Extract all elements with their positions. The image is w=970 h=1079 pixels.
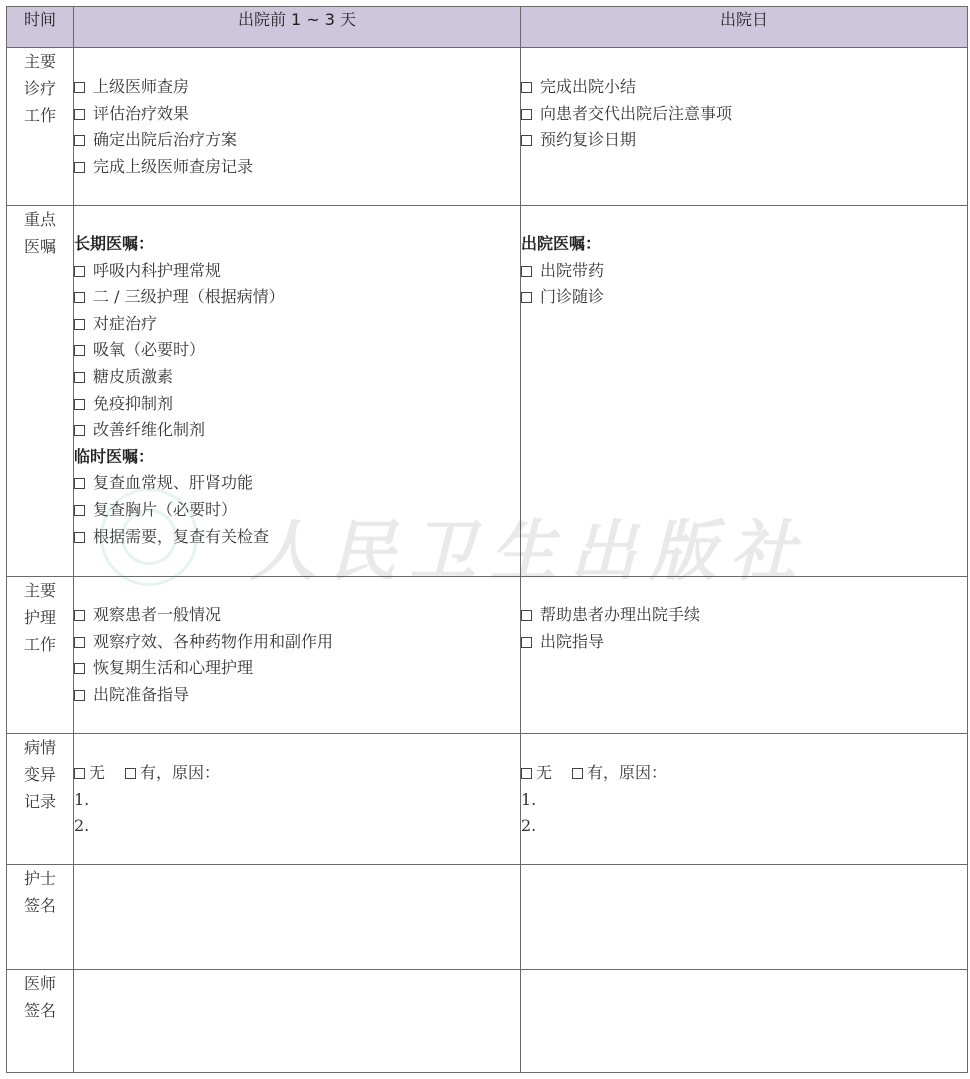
- temporary-orders-heading: 临时医嘱：: [74, 446, 155, 466]
- checklist-item[interactable]: [74, 127, 520, 154]
- label-line: 工作: [23, 106, 56, 125]
- label-line: 工作: [23, 635, 56, 654]
- doctor-sign-pre-field[interactable]: [74, 970, 521, 1073]
- label-line: 医嘱: [23, 237, 56, 256]
- label-line: 重点: [23, 210, 56, 229]
- row-label-nurse-sign: [7, 865, 74, 970]
- checklist-item-label: 免疫抑制剂: [93, 393, 174, 413]
- label-line: 记录: [23, 792, 56, 811]
- checkbox-icon[interactable]: [521, 292, 532, 303]
- checklist-item[interactable]: [74, 364, 520, 391]
- checklist-item[interactable]: [74, 74, 520, 101]
- variation-line[interactable]: 2.: [521, 816, 537, 836]
- checklist-item-label: 复查血常规、肝肾功能: [93, 473, 254, 493]
- checklist-item-label: 对症治疗: [93, 313, 158, 333]
- checkbox-icon[interactable]: [74, 162, 85, 173]
- variation-day-cell: [521, 734, 968, 865]
- row-variation-record: [7, 734, 968, 865]
- checkbox-icon[interactable]: [521, 135, 532, 146]
- checkbox-icon[interactable]: [74, 637, 85, 648]
- label-line: 签名: [23, 896, 56, 915]
- checklist-item-label: 门诊随诊: [540, 287, 605, 307]
- checklist-item[interactable]: [521, 602, 967, 629]
- checkbox-icon[interactable]: [521, 768, 532, 779]
- checklist-item-label: 确定出院后治疗方案: [93, 130, 238, 150]
- checklist-item[interactable]: [74, 470, 520, 497]
- row-doctor-signature: [7, 970, 968, 1073]
- header-pre-discharge: 出院前 1 ~ 3 天: [74, 7, 521, 48]
- checklist-item-label: 完成出院小结: [540, 77, 637, 96]
- checklist-item-label: 预约复诊日期: [540, 130, 637, 150]
- checklist-item-label: 出院准备指导: [93, 684, 190, 704]
- variation-line[interactable]: 1.: [74, 789, 90, 809]
- checklist-item-label: 向患者交代出院后注意事项: [540, 103, 733, 123]
- checklist-item[interactable]: [74, 497, 520, 524]
- checklist-item[interactable]: [74, 524, 520, 551]
- checklist-item[interactable]: [74, 629, 520, 656]
- checklist-item-label: 评估治疗效果: [93, 103, 190, 123]
- checklist-item[interactable]: [74, 101, 520, 128]
- checklist-item[interactable]: [521, 127, 967, 154]
- checklist-item-label: 吸氧（必要时）: [93, 340, 206, 360]
- label-line: 病情: [23, 738, 56, 757]
- checkbox-icon[interactable]: [74, 399, 85, 410]
- nurse-sign-pre-field[interactable]: [74, 865, 521, 970]
- checklist-item[interactable]: [74, 417, 520, 444]
- checklist-item[interactable]: [74, 602, 520, 629]
- checklist-item-label: 出院带药: [540, 260, 605, 280]
- header-row: [7, 7, 968, 48]
- checkbox-icon[interactable]: [521, 637, 532, 648]
- label-line: 医师: [23, 974, 56, 993]
- checkbox-icon[interactable]: [74, 505, 85, 516]
- checklist-item[interactable]: [74, 154, 520, 181]
- watermark-text: 人民卫生出版社: [250, 512, 810, 590]
- nurse-sign-day-field[interactable]: [521, 865, 968, 970]
- discharge-orders-heading: 出院医嘱：: [521, 234, 602, 253]
- checklist-item-label: 根据需要，复查有关检查: [93, 526, 270, 546]
- checklist-item-label: 出院指导: [540, 631, 605, 651]
- checkbox-icon[interactable]: [74, 266, 85, 277]
- variation-options: [74, 760, 520, 787]
- checklist-item-label: 完成上级医师查房记录: [93, 156, 254, 176]
- row-label-diagnosis: [7, 48, 74, 206]
- label-line: 变异: [23, 765, 56, 784]
- row-key-orders: [7, 206, 968, 577]
- checklist-item[interactable]: [521, 284, 967, 311]
- row-diagnosis-work: [7, 48, 968, 206]
- variation-line[interactable]: 1.: [521, 789, 537, 809]
- variation-options: [521, 760, 967, 787]
- diagnosis-pre-cell: [74, 48, 521, 206]
- long-term-orders-heading: 长期医嘱：: [74, 234, 155, 253]
- label-line: 诊疗: [23, 79, 56, 98]
- variation-yes-label: 有，原因：: [140, 763, 221, 782]
- row-label-variation: [7, 734, 74, 865]
- label-line: 护理: [23, 608, 56, 627]
- checklist-item[interactable]: [74, 391, 520, 418]
- checkbox-icon[interactable]: [521, 82, 532, 93]
- header-discharge-day: 出院日: [521, 7, 968, 48]
- checklist-item-label: 改善纤维化制剂: [93, 420, 206, 440]
- checkbox-icon[interactable]: [74, 135, 85, 146]
- checklist-item[interactable]: [74, 337, 520, 364]
- checklist-item[interactable]: [74, 655, 520, 682]
- nursing-day-cell: [521, 577, 968, 734]
- checkbox-icon[interactable]: [572, 768, 583, 779]
- checkbox-icon[interactable]: [74, 319, 85, 330]
- checklist-item-label: 糖皮质激素: [93, 366, 174, 386]
- checkbox-icon[interactable]: [74, 109, 85, 120]
- diagnosis-day-cell: [521, 48, 968, 206]
- orders-pre-cell: [74, 206, 521, 577]
- checkbox-icon[interactable]: [74, 372, 85, 383]
- label-line: 护士: [23, 869, 56, 888]
- checkbox-icon[interactable]: [74, 292, 85, 303]
- checklist-item[interactable]: [521, 258, 967, 285]
- checkbox-icon[interactable]: [125, 768, 136, 779]
- checkbox-icon[interactable]: [74, 663, 85, 674]
- checklist-item-label: 复查胸片（必要时）: [93, 499, 238, 519]
- checkbox-icon[interactable]: [521, 610, 532, 621]
- variation-none-label: 无: [536, 763, 553, 782]
- checklist-item[interactable]: [521, 74, 967, 101]
- checkbox-icon[interactable]: [74, 478, 85, 489]
- doctor-sign-day-field[interactable]: [521, 970, 968, 1073]
- variation-yes-label: 有，原因：: [587, 763, 668, 782]
- checklist-item[interactable]: [74, 284, 520, 311]
- checkbox-icon[interactable]: [74, 425, 85, 436]
- clinical-pathway-table: [6, 6, 968, 1073]
- row-nurse-signature: [7, 865, 968, 970]
- checkbox-icon[interactable]: [74, 345, 85, 356]
- checkbox-icon[interactable]: [521, 109, 532, 120]
- variation-pre-cell: [74, 734, 521, 865]
- checkbox-icon[interactable]: [74, 532, 85, 543]
- row-label-doctor-sign: [7, 970, 74, 1073]
- checklist-item-label: 二 / 三级护理（根据病情）: [93, 287, 285, 307]
- checklist-item[interactable]: [521, 101, 967, 128]
- checklist-item[interactable]: [74, 311, 520, 338]
- nursing-pre-cell: [74, 577, 521, 734]
- checklist-item[interactable]: [521, 629, 967, 656]
- checklist-item-label: 观察患者一般情况: [93, 605, 222, 624]
- checklist-item-label: 观察疗效、各种药物作用和副作用: [93, 631, 334, 651]
- checkbox-icon[interactable]: [74, 610, 85, 621]
- checklist-item[interactable]: [74, 258, 520, 285]
- checklist-item-label: 恢复期生活和心理护理: [93, 658, 254, 678]
- checklist-item-label: 帮助患者办理出院手续: [540, 605, 701, 624]
- variation-none-label: 无: [89, 763, 106, 782]
- checkbox-icon[interactable]: [74, 768, 85, 779]
- checkbox-icon[interactable]: [521, 266, 532, 277]
- row-label-orders: [7, 206, 74, 577]
- label-line: 签名: [23, 1001, 56, 1020]
- label-line: 主要: [23, 581, 56, 600]
- label-line: 主要: [23, 52, 56, 71]
- checklist-item-label: 上级医师查房: [93, 77, 190, 96]
- checkbox-icon[interactable]: [74, 82, 85, 93]
- row-label-nursing: [7, 577, 74, 734]
- header-time: 时间: [7, 7, 74, 48]
- orders-day-cell: [521, 206, 968, 577]
- checkbox-icon[interactable]: [74, 690, 85, 701]
- checklist-item-label: 呼吸内科护理常规: [93, 260, 222, 280]
- checklist-item[interactable]: [74, 682, 520, 709]
- variation-line[interactable]: 2.: [74, 816, 90, 836]
- row-nursing-work: [7, 577, 968, 734]
